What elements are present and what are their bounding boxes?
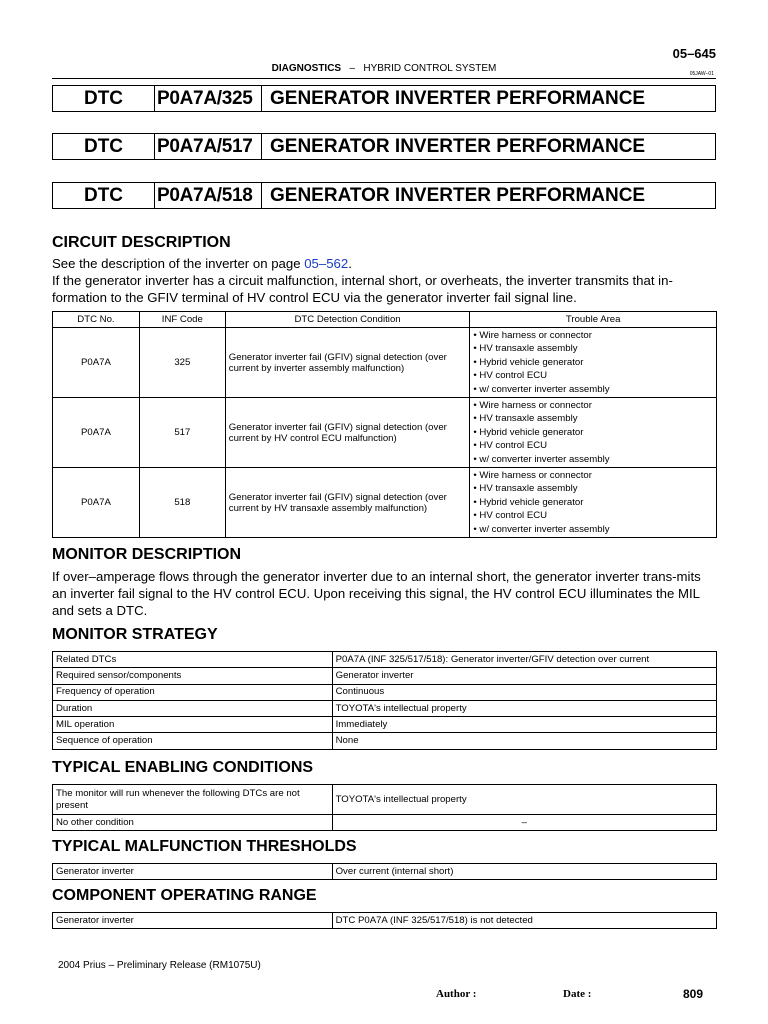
strategy-label: MIL operation bbox=[53, 717, 333, 733]
header-rule bbox=[52, 78, 716, 79]
trouble-area-item: • Wire harness or connector bbox=[473, 399, 592, 411]
circuit-description-text bbox=[52, 255, 718, 306]
author-label: Author : bbox=[436, 988, 477, 1000]
header-system: HYBRID CONTROL SYSTEM bbox=[363, 63, 497, 74]
strategy-value: Immediately bbox=[332, 717, 716, 733]
trouble-area-item: • HV control ECU bbox=[473, 510, 548, 522]
dtc-code: P0A7A/518 bbox=[155, 183, 262, 208]
col-header-trouble-area: Trouble Area bbox=[470, 312, 717, 328]
table-row bbox=[53, 864, 717, 880]
strategy-value: Continuous bbox=[332, 684, 716, 700]
thresholds-heading: TYPICAL MALFUNCTION THRESHOLDS bbox=[52, 838, 357, 855]
dtc-cell: P0A7A bbox=[53, 468, 140, 538]
trouble-area-item: • w/ converter inverter assembly bbox=[473, 453, 610, 465]
strategy-label: Required sensor/components bbox=[53, 668, 333, 684]
circuit-line1-post: . bbox=[348, 256, 352, 271]
dtc-title: GENERATOR INVERTER PERFORMANCE bbox=[270, 88, 646, 109]
threshold-value: Over current (internal short) bbox=[332, 864, 716, 880]
inf-cell: 518 bbox=[139, 468, 225, 538]
table-row bbox=[53, 398, 717, 468]
trouble-area-item: • w/ converter inverter assembly bbox=[473, 383, 610, 395]
dtc-table bbox=[52, 311, 717, 538]
dtc-cell: P0A7A bbox=[53, 398, 140, 468]
table-row bbox=[53, 684, 717, 700]
table-row bbox=[53, 733, 717, 749]
release-note: 2004 Prius – Preliminary Release (RM1075U) bbox=[58, 960, 261, 971]
monitor-strategy-table bbox=[52, 651, 717, 750]
table-row bbox=[53, 468, 717, 538]
table-row bbox=[53, 913, 717, 929]
col-header-condition: DTC Detection Condition bbox=[225, 312, 470, 328]
strategy-label: Duration bbox=[53, 700, 333, 716]
threshold-label: Generator inverter bbox=[53, 864, 333, 880]
inf-cell: 325 bbox=[139, 328, 225, 398]
trouble-area-item: • w/ converter inverter assembly bbox=[473, 523, 610, 535]
dtc-cell: P0A7A bbox=[53, 328, 140, 398]
range-value: DTC P0A7A (INF 325/517/518) is not detected bbox=[332, 913, 716, 929]
monitor-description-text: If over–amperage flows through the generator inverter due to an internal short, the generator inverter trans-mits an inverter fail signal to the HV control ECU. Upon receiving this signal, the HV control ECU illuminates the MIL and sets a DTC. bbox=[52, 569, 701, 618]
strategy-label: Frequency of operation bbox=[53, 684, 333, 700]
strategy-value: TOYOTA's intellectual property bbox=[332, 700, 716, 716]
table-header-row bbox=[53, 312, 717, 328]
table-row bbox=[53, 815, 717, 831]
dtc-title: GENERATOR INVERTER PERFORMANCE bbox=[270, 185, 646, 206]
date-label: Date : bbox=[563, 988, 592, 1000]
table-row bbox=[53, 668, 717, 684]
monitor-strategy-heading: MONITOR STRATEGY bbox=[52, 626, 218, 643]
enabling-conditions-heading: TYPICAL ENABLING CONDITIONS bbox=[52, 759, 314, 776]
col-header-inf: INF Code bbox=[139, 312, 225, 328]
strategy-label: Related DTCs bbox=[53, 652, 333, 668]
table-row bbox=[53, 652, 717, 668]
dtc-label: DTC bbox=[53, 134, 155, 159]
enabling-conditions-table bbox=[52, 784, 717, 831]
trouble-area-item: • Wire harness or connector bbox=[473, 469, 592, 481]
trouble-area-item: • HV control ECU bbox=[473, 440, 548, 452]
page-link[interactable]: 05–562 bbox=[304, 256, 349, 271]
trouble-area-cell bbox=[470, 468, 717, 538]
table-row bbox=[53, 785, 717, 815]
dtc-title: GENERATOR INVERTER PERFORMANCE bbox=[270, 136, 646, 157]
trouble-area-item: • Hybrid vehicle generator bbox=[473, 356, 584, 368]
header-section: DIAGNOSTICS bbox=[271, 63, 342, 74]
circuit-paragraph: If the generator inverter has a circuit malfunction, internal short, or overheats, the inverter transmits that in-formation to the GFIV terminal of HV control ECU via the generator inverter fail signal line. bbox=[52, 273, 673, 305]
trouble-area-cell bbox=[470, 398, 717, 468]
page-number: 05–645 bbox=[672, 46, 716, 61]
inf-cell: 517 bbox=[139, 398, 225, 468]
thresholds-table bbox=[52, 863, 717, 880]
running-header bbox=[0, 63, 768, 74]
trouble-area-item: • Hybrid vehicle generator bbox=[473, 496, 584, 508]
col-header-dtc: DTC No. bbox=[53, 312, 140, 328]
header-dash: – bbox=[349, 63, 356, 74]
trouble-area-item: • HV transaxle assembly bbox=[473, 483, 578, 495]
condition-cell: Generator inverter fail (GFIV) signal detection (over current by HV transaxle assembly malfunction) bbox=[225, 468, 470, 538]
trouble-area-item: • HV transaxle assembly bbox=[473, 413, 578, 425]
enabling-value: – bbox=[332, 815, 716, 831]
operating-range-table bbox=[52, 912, 717, 929]
circuit-description-heading: CIRCUIT DESCRIPTION bbox=[52, 234, 231, 251]
monitor-description-heading: MONITOR DESCRIPTION bbox=[52, 546, 242, 563]
dtc-label: DTC bbox=[53, 183, 155, 208]
enabling-label: The monitor will run whenever the following DTCs are not present bbox=[53, 785, 333, 815]
strategy-label: Sequence of operation bbox=[53, 733, 333, 749]
dtc-title-box-517 bbox=[52, 133, 716, 160]
table-row bbox=[53, 328, 717, 398]
dtc-code: P0A7A/325 bbox=[155, 86, 262, 111]
dtc-label: DTC bbox=[53, 86, 155, 111]
dtc-code: P0A7A/517 bbox=[155, 134, 262, 159]
dtc-title-box-325 bbox=[52, 85, 716, 112]
range-label: Generator inverter bbox=[53, 913, 333, 929]
enabling-value: TOYOTA's intellectual property bbox=[332, 785, 716, 815]
trouble-area-item: • Wire harness or connector bbox=[473, 329, 592, 341]
strategy-value: Generator inverter bbox=[332, 668, 716, 684]
table-row bbox=[53, 717, 717, 733]
operating-range-heading: COMPONENT OPERATING RANGE bbox=[52, 887, 317, 904]
footer-page-number: 809 bbox=[683, 987, 704, 1001]
condition-cell: Generator inverter fail (GFIV) signal detection (over current by inverter assembly malfunction) bbox=[225, 328, 470, 398]
table-row bbox=[53, 700, 717, 716]
trouble-area-item: • HV control ECU bbox=[473, 370, 548, 382]
condition-cell: Generator inverter fail (GFIV) signal detection (over current by HV control ECU malfunction) bbox=[225, 398, 470, 468]
enabling-label: No other condition bbox=[53, 815, 333, 831]
strategy-value: None bbox=[332, 733, 716, 749]
trouble-area-item: • Hybrid vehicle generator bbox=[473, 426, 584, 438]
doc-code: 05JAW–01 bbox=[689, 71, 714, 77]
trouble-area-cell bbox=[470, 328, 717, 398]
trouble-area-item: • HV transaxle assembly bbox=[473, 343, 578, 355]
dtc-title-box-518 bbox=[52, 182, 716, 209]
strategy-value: P0A7A (INF 325/517/518): Generator inverter/GFIV detection over current bbox=[332, 652, 716, 668]
circuit-line1-pre: See the description of the inverter on page bbox=[52, 256, 305, 271]
